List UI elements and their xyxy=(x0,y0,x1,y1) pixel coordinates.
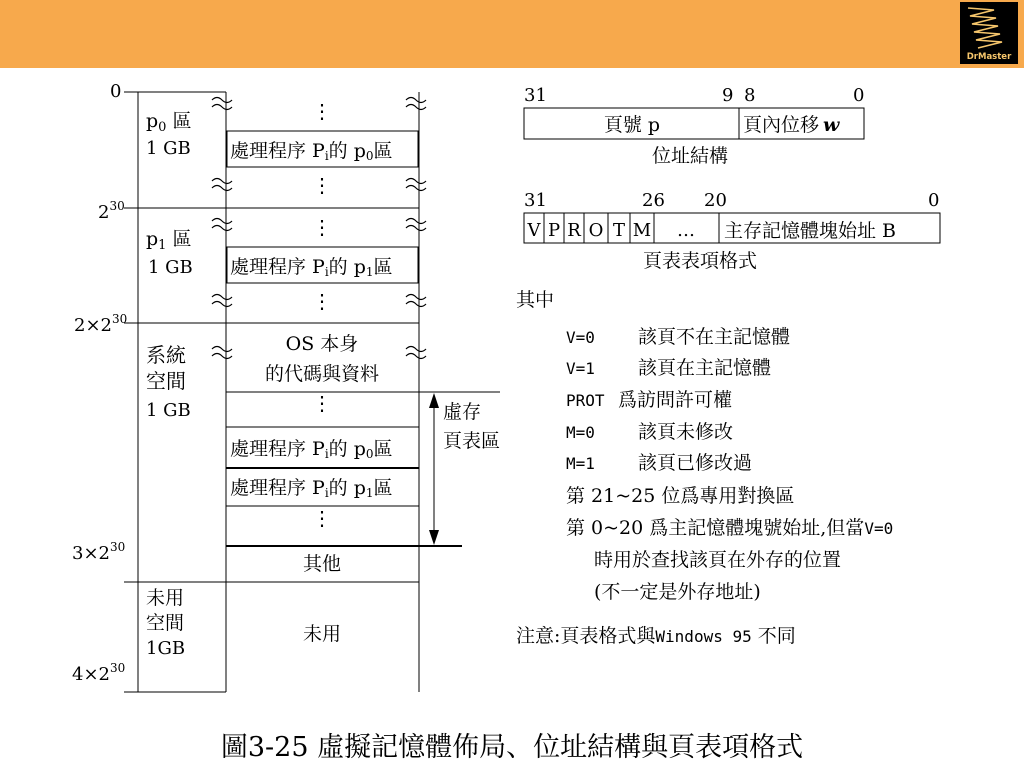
pte-ellipsis: … xyxy=(677,220,695,241)
cell-ellipsis: ⋮ xyxy=(312,99,332,123)
pte-bit-20: 20 xyxy=(704,190,727,211)
note-code: PROT xyxy=(566,391,605,410)
addr-bit-31: 31 xyxy=(524,85,547,106)
cell-process-p0-pte: 處理程序 Pi的 p0區 xyxy=(230,438,393,461)
region-system-line1: 系統 xyxy=(146,343,186,367)
page-table-label-line2: 頁表區 xyxy=(443,430,501,452)
pte-base-field: 主存記憶體塊始址 B xyxy=(724,220,897,242)
notes-intro: 其中 xyxy=(516,289,555,311)
note-line-6: 第 21~25 位爲專用對換區 xyxy=(566,485,795,507)
page-number-field: 頁號 p xyxy=(603,114,661,136)
region-unused-size: 1GB xyxy=(146,638,186,659)
addr-0: 0 xyxy=(110,81,122,102)
break-mark xyxy=(406,347,426,359)
cell-process-p0: 處理程序 Pi的 p0區 xyxy=(230,140,393,163)
cell-process-p1-pte: 處理程序 Pi的 p1區 xyxy=(230,477,393,500)
note-code: V=0 xyxy=(566,328,595,347)
cell-os-line2: 的代碼與資料 xyxy=(264,363,380,385)
addr-bit-8: 8 xyxy=(744,85,756,106)
break-mark xyxy=(406,295,426,307)
note-line-8: 時用於查找該頁在外存的位置 xyxy=(594,549,842,571)
pte-flag-o: O xyxy=(588,220,604,241)
pte-flag-t: T xyxy=(612,220,626,241)
note-windows: 注意:頁表格式與Windows 95 不同 xyxy=(516,625,796,647)
pte-flag-r: R xyxy=(567,220,581,241)
addr-4x2-30: $4\times 2^{30}$ xyxy=(72,661,126,685)
break-mark xyxy=(212,179,232,191)
pte-bit-26: 26 xyxy=(642,190,665,211)
note-code: M=0 xyxy=(566,423,595,442)
pte-flag-v: V xyxy=(527,220,541,241)
region-p0-label: $p_0$ 區 xyxy=(146,110,192,135)
region-unused-line2: 空間 xyxy=(146,612,185,634)
addr-bit-9: 9 xyxy=(722,85,734,106)
note-code: M=1 xyxy=(566,454,595,473)
pte-bit-31: 31 xyxy=(524,190,547,211)
memory-layout xyxy=(72,81,500,692)
note-text: 該頁已修改過 xyxy=(638,452,753,474)
addr-3x2-30: $3\times 2^{30}$ xyxy=(72,540,126,564)
cell-unused: 未用 xyxy=(302,623,342,645)
arrow-down-icon xyxy=(429,530,439,545)
break-mark xyxy=(212,295,232,307)
note-line-7: 第 0~20 爲主記憶體塊號始址,但當V=0 xyxy=(566,517,894,539)
cell-process-p1: 處理程序 Pi的 p1區 xyxy=(230,256,393,279)
cell-os-line1: OS 本身 xyxy=(285,333,359,355)
note-text: 該頁不在主記憶體 xyxy=(638,326,791,348)
note-text: 該頁在主記憶體 xyxy=(638,357,772,379)
offset-field: 頁內位移 w xyxy=(743,114,840,136)
pte-caption: 頁表表項格式 xyxy=(642,250,758,272)
note-line-9: (不一定是外存地址) xyxy=(594,581,761,603)
break-mark xyxy=(406,98,426,110)
figure-caption: 圖3-25 虛擬記憶體佈局、位址結構與頁表項格式 xyxy=(220,732,804,763)
cell-other: 其他 xyxy=(302,553,342,575)
region-p1-label: $p_1$ 區 xyxy=(146,228,192,253)
notes xyxy=(516,289,893,647)
arrow-up-icon xyxy=(429,393,439,408)
cell-ellipsis: ⋮ xyxy=(312,173,332,197)
address-structure-caption: 位址結構 xyxy=(651,145,729,167)
break-mark xyxy=(212,347,232,359)
region-system-line2: 空間 xyxy=(146,369,186,393)
logo-text: DrMaster xyxy=(966,52,1012,62)
pte-flag-p: P xyxy=(547,220,561,241)
region-p1-size: 1 GB xyxy=(148,257,193,278)
cell-ellipsis: ⋮ xyxy=(312,391,332,415)
addr-bit-0: 0 xyxy=(853,85,865,106)
cell-ellipsis: ⋮ xyxy=(312,289,332,313)
cell-ellipsis: ⋮ xyxy=(312,215,332,239)
page-table-label-line1: 虛存 xyxy=(443,401,482,423)
cell-ellipsis: ⋮ xyxy=(312,506,332,530)
pte-bit-0: 0 xyxy=(928,190,940,211)
break-mark xyxy=(406,179,426,191)
addr-2-30: $2^{30}$ xyxy=(98,199,125,223)
pte-format xyxy=(524,190,940,272)
pte-flag-m: M xyxy=(632,220,652,241)
break-mark xyxy=(212,219,232,231)
note-code: V=1 xyxy=(566,359,595,378)
break-mark xyxy=(212,98,232,110)
region-p0-size: 1 GB xyxy=(146,138,191,159)
region-unused-line1: 未用 xyxy=(146,587,185,609)
region-system-size: 1 GB xyxy=(146,400,191,421)
note-text: 該頁未修改 xyxy=(638,421,734,443)
note-text: 爲訪問許可權 xyxy=(618,389,733,411)
break-mark xyxy=(406,219,426,231)
address-structure xyxy=(524,85,864,167)
addr-2x2-30: $2\times 2^{30}$ xyxy=(74,312,128,336)
